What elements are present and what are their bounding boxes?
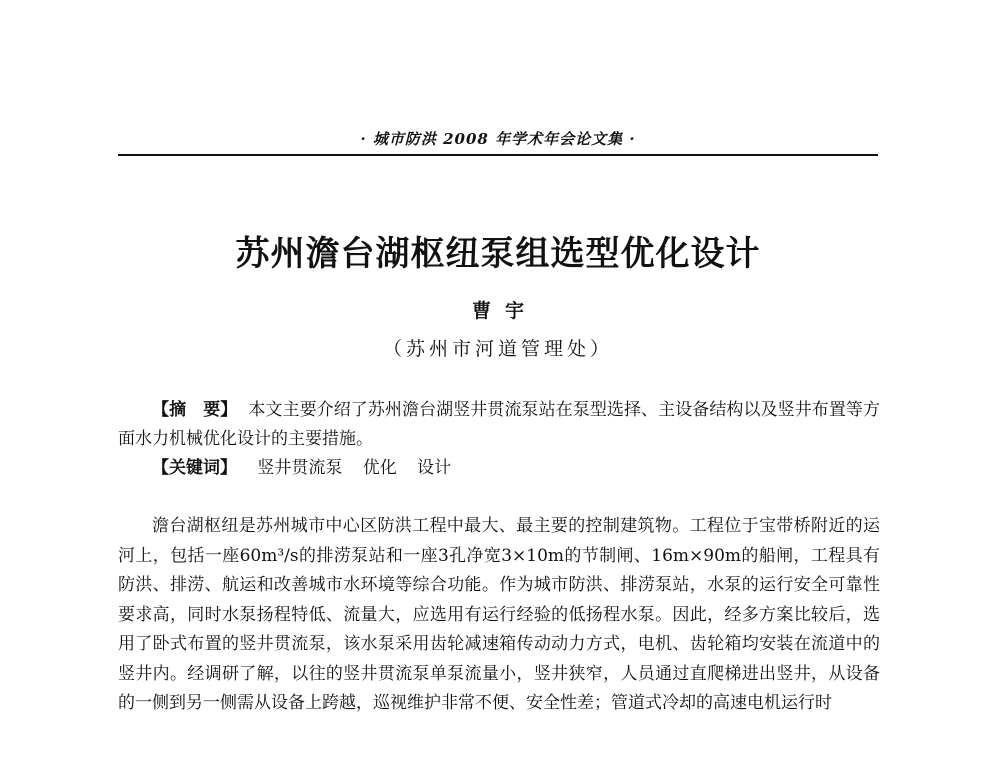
abstract-section — [118, 396, 880, 483]
keyword-item: 优化 — [362, 458, 397, 478]
abstract-paragraph — [118, 396, 880, 454]
header-rule — [118, 154, 878, 156]
author-name: 曹宇 — [471, 300, 538, 322]
keywords-label: 【关键词】 — [152, 458, 237, 478]
abstract-text: 本文主要介绍了苏州澹台湖竖井贯流泵站在泵型选择、主设备结构以及竖井布置等方面水力机械优化设计的主要措施。 — [118, 400, 881, 449]
keyword-item: 竖井贯流泵 — [257, 458, 343, 478]
body-section — [118, 512, 880, 719]
keyword-item: 设计 — [417, 458, 452, 478]
body-paragraph: 澹台湖枢纽是苏州城市中心区防洪工程中最大、最主要的控制建筑物。工程位于宝带桥附近的运河上，包括一座60m³/s的排涝泵站和一座3孔净宽3×10m的节制闸、16m×90m的船闸，工程具有防洪、排涝、航运和改善城市水环境等综合功能。作为城市防洪、排涝泵站，水泵的运行安全可靠性要求高，同时水泵扬程特低、流量大，应选用有运行经验的低扬程水泵。因此，经多方案比较后，选用了卧式布置的竖井贯流泵，该水泵采用齿轮减速箱传动动力方式，电机、齿轮箱均安装在流道中的竖井内。经调研了解，以往的竖井贯流泵单泵流量小，竖井狭窄，人员通过直爬梯进出竖井，从设备的一侧到另一侧需从设备上跨越，巡视维护非常不便、安全性差；管道式冷却的高速电机运行时 — [118, 516, 880, 713]
paper-title: 苏州澹台湖枢纽泵组选型优化设计 — [235, 234, 761, 274]
keywords-line — [118, 454, 880, 483]
author-affiliation: （苏州市河道管理处） — [382, 338, 613, 360]
abstract-label: 【摘 要】 — [152, 400, 238, 420]
running-head: · 城市防洪 2008 年学术年会论文集 · — [360, 130, 636, 148]
